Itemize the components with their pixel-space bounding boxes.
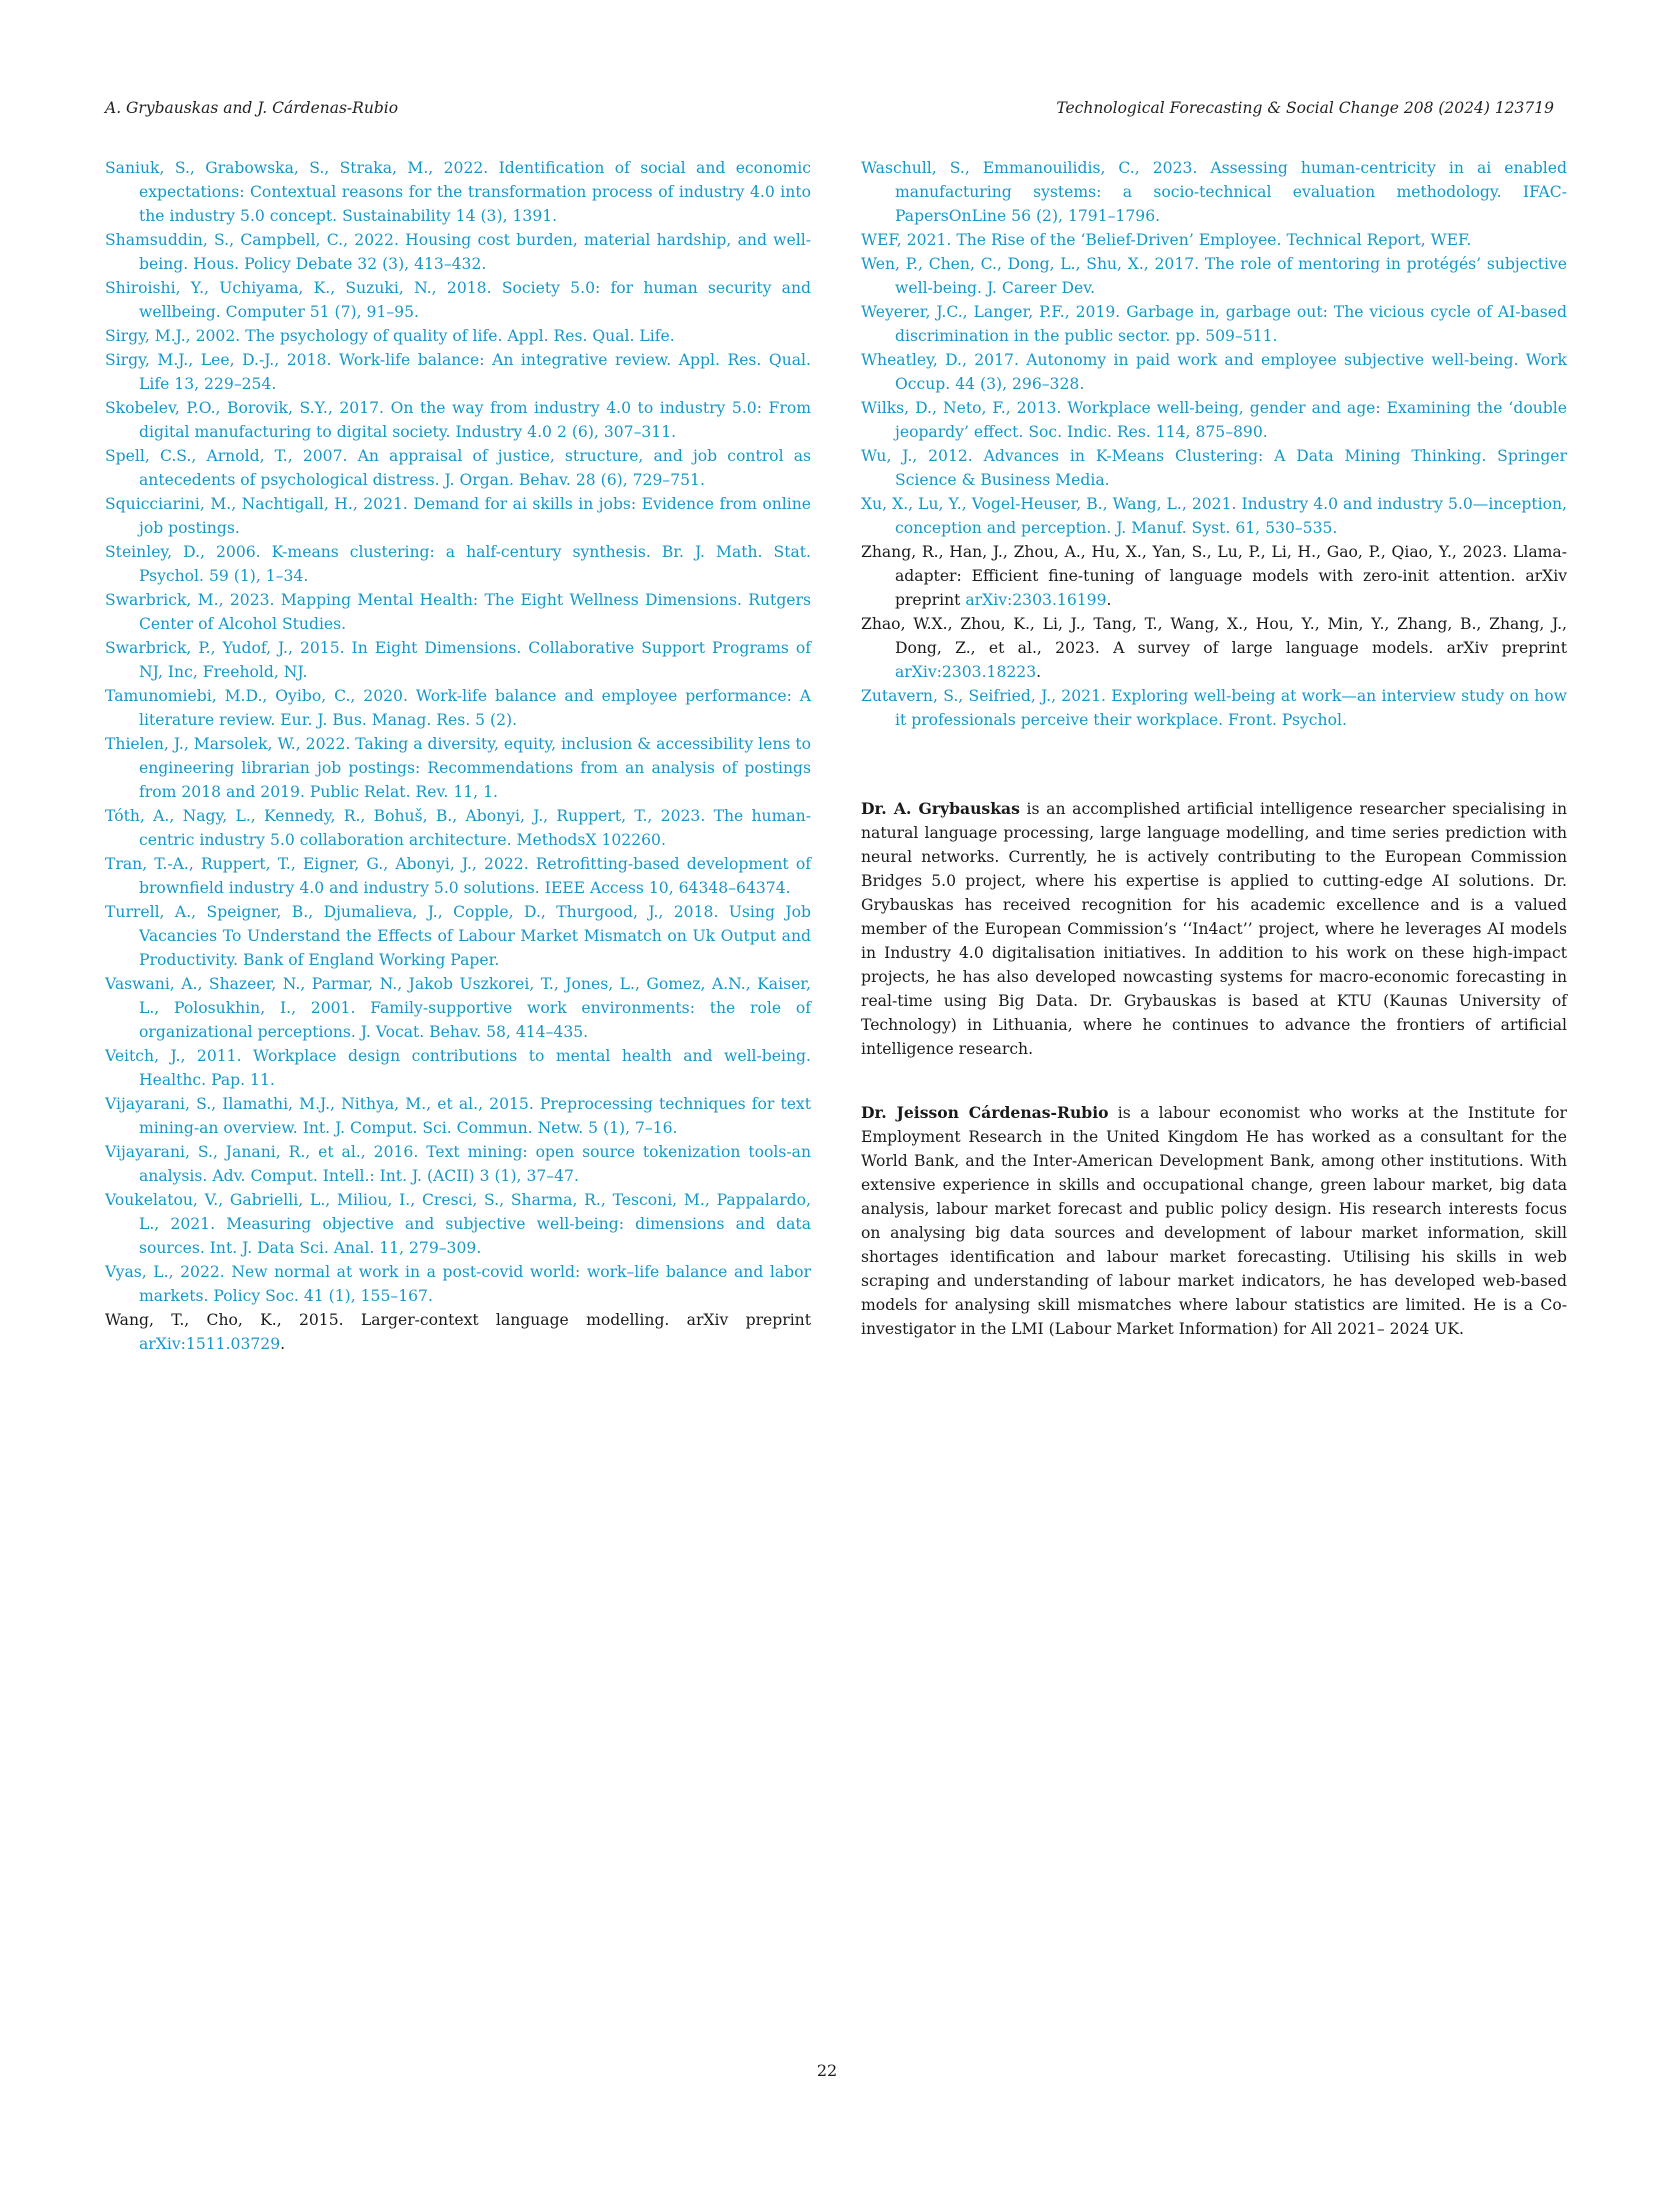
running-header [105, 98, 1554, 118]
bio-author-name: Dr. A. Grybauskas [861, 799, 1020, 818]
header-authors: A. Grybauskas and J. Cárdenas-Rubio [105, 99, 399, 117]
author-bio-grybauskas [861, 797, 1567, 1061]
reference-item[interactable]: Swarbrick, M., 2023. Mapping Mental Health: The Eight Wellness Dimensions. Rutgers Center of Alcohol Studies. [105, 591, 811, 633]
reference-item[interactable]: Sirgy, M.J., Lee, D.-J., 2018. Work-life balance: An integrative review. Appl. Res. Qual. Life 13, 229–254. [105, 351, 811, 393]
reference-item[interactable]: Shamsuddin, S., Campbell, C., 2022. Housing cost burden, material hardship, and well-being. Hous. Policy Debate 32 (3), 413–432. [105, 231, 811, 273]
references-left-column [105, 156, 811, 1356]
reference-item[interactable]: Sirgy, M.J., 2002. The psychology of quality of life. Appl. Res. Qual. Life. [105, 327, 675, 345]
reference-item[interactable]: Wilks, D., Neto, F., 2013. Workplace well-being, gender and age: Examining the ‘double jeopardy’ effect. Soc. Indic. Res. 114, 875–890. [861, 399, 1567, 441]
reference-item[interactable]: Swarbrick, P., Yudof, J., 2015. In Eight Dimensions. Collaborative Support Programs of NJ, Inc, Freehold, NJ. [105, 639, 811, 681]
reference-item[interactable]: Tran, T.-A., Ruppert, T., Eigner, G., Abonyi, J., 2022. Retrofitting-based development of brownfield industry 4.0 and industry 5.0 solutions. IEEE Access 10, 64348–64374. [105, 855, 811, 897]
reference-item[interactable]: Squicciarini, M., Nachtigall, H., 2021. Demand for ai skills in jobs: Evidence from online job postings. [105, 495, 811, 537]
reference-item[interactable]: Wen, P., Chen, C., Dong, L., Shu, X., 2017. The role of mentoring in protégés’ subjective well-being. J. Career Dev. [861, 255, 1567, 297]
header-journal: Technological Forecasting & Social Change 208 (2024) 123719 [1056, 99, 1554, 117]
reference-item[interactable]: WEF, 2021. The Rise of the ‘Belief-Driven’ Employee. Technical Report, WEF. [861, 231, 1472, 249]
references-right-column [861, 156, 1567, 732]
reference-item[interactable]: Voukelatou, V., Gabrielli, L., Miliou, I., Cresci, S., Sharma, R., Tesconi, M., Pappalardo, L., 2021. Measuring objective and subjective well-being: dimensions and data sources. Int. J. Data Sci. Anal. 11, 279–309. [105, 1191, 811, 1257]
reference-item[interactable]: Vijayarani, S., Ilamathi, M.J., Nithya, M., et al., 2015. Preprocessing techniques for text mining-an overview. Int. J. Comput. Sci. Commun. Netw. 5 (1), 7–16. [105, 1095, 811, 1137]
bio-text: is a labour economist who works at the Institute for Employment Research in the United Kingdom He has worked as a consultant for the World Bank, and the Inter-American Development Bank, among other institutions. With extensive experience in skills and occupational change, green labour market, big data analysis, labour market forecast and public policy design. His research interests focus on analysing big data sources and development of labour market information, skill shortages identification and labour market forecasting. Utilising his skills in web scraping and understanding of labour market indicators, he has developed web-based models for analysing skill mismatches where labour statistics are limited. He is a Co-investigator in the LMI (Labour Market Information) for All 2021– 2024 UK. [861, 1104, 1567, 1338]
reference-item[interactable]: Vaswani, A., Shazeer, N., Parmar, N., Jakob Uszkorei, T., Jones, L., Gomez, A.N., Kaiser, L., Polosukhin, I., 2001. Family-supportive work environments: the role of organizational perceptions. J. Vocat. Behav. 58, 414–435. [105, 975, 811, 1041]
reference-item[interactable]: Thielen, J., Marsolek, W., 2022. Taking a diversity, equity, inclusion & accessibility lens to engineering librarian job postings: Recommendations from an analysis of postings from 2018 and 2019. Public Relat. Rev. 11, 1. [105, 735, 811, 801]
reference-text: Zhang, R., Han, J., Zhou, A., Hu, X., Yan, S., Lu, P., Li, H., Gao, P., Qiao, Y., 2023. Llama-adapter: Efficient fine-tuning of language models with zero-init attention. arXiv preprint [861, 543, 1567, 609]
reference-item[interactable]: Shiroishi, Y., Uchiyama, K., Suzuki, N., 2018. Society 5.0: for human security and wellbeing. Computer 51 (7), 91–95. [105, 279, 811, 321]
reference-item[interactable]: Veitch, J., 2011. Workplace design contributions to mental health and well-being. Healthc. Pap. 11. [105, 1047, 811, 1089]
reference-item[interactable]: Xu, X., Lu, Y., Vogel-Heuser, B., Wang, L., 2021. Industry 4.0 and industry 5.0—inception, conception and perception. J. Manuf. Syst. 61, 530–535. [861, 495, 1567, 537]
reference-item[interactable]: Steinley, D., 2006. K-means clustering: a half-century synthesis. Br. J. Math. Stat. Psychol. 59 (1), 1–34. [105, 543, 811, 585]
reference-item[interactable]: Vyas, L., 2022. New normal at work in a post-covid world: work–life balance and labor markets. Policy Soc. 41 (1), 155–167. [105, 1263, 811, 1305]
arxiv-link[interactable]: arXiv:1511.03729 [139, 1335, 281, 1353]
reference-item[interactable]: Zutavern, S., Seifried, J., 2021. Exploring well-being at work—an interview study on how it professionals perceive their workplace. Front. Psychol. [861, 687, 1567, 729]
reference-item[interactable]: Saniuk, S., Grabowska, S., Straka, M., 2022. Identification of social and economic expectations: Contextual reasons for the transformation process of industry 4.0 into the industry 5.0 concept. Sustainability 14 (3), 1391. [105, 159, 811, 225]
reference-item[interactable]: Waschull, S., Emmanouilidis, C., 2023. Assessing human-centricity in ai enabled manufacturing systems: a socio-technical evaluation methodology. IFAC-PapersOnLine 56 (2), 1791–1796. [861, 159, 1567, 225]
reference-item[interactable]: Tóth, A., Nagy, L., Kennedy, R., Bohuš, B., Abonyi, J., Ruppert, T., 2023. The human-centric industry 5.0 collaboration architecture. MethodsX 102260. [105, 807, 811, 849]
reference-text: Wang, T., Cho, K., 2015. Larger-context language modelling. arXiv preprint [105, 1311, 811, 1329]
reference-item[interactable]: Wu, J., 2012. Advances in K-Means Clustering: A Data Mining Thinking. Springer Science & Business Media. [861, 447, 1567, 489]
arxiv-link[interactable]: arXiv:2303.16199 [965, 591, 1107, 609]
bio-text: is an accomplished artificial intelligence researcher specialising in natural language processing, large language modelling, and time series prediction with neural networks. Currently, he is actively contributing to the European Commission Bridges 5.0 project, where his expertise is applied to cutting-edge AI solutions. Dr. Grybauskas has received recognition for his academic excellence and is a valued member of the European Commission’s ‘‘In4act’’ project, where he leverages AI models in Industry 4.0 digitalisation initiatives. In addition to his work on these high-impact projects, he has also developed nowcasting systems for macro-economic forecasting in real-time using Big Data. Dr. Grybauskas is based at KTU (Kaunas University of Technology) in Lithuania, where he continues to advance the frontiers of artificial intelligence research. [861, 800, 1568, 1058]
reference-tail: . [280, 1335, 286, 1353]
reference-item-wang [105, 1308, 811, 1356]
reference-list-right [861, 156, 1567, 732]
reference-list-left [105, 156, 811, 1356]
reference-tail: . [1106, 591, 1112, 609]
author-bio-cardenas-rubio [861, 1101, 1567, 1341]
arxiv-link[interactable]: arXiv:2303.18223 [895, 663, 1037, 681]
reference-item[interactable]: Spell, C.S., Arnold, T., 2007. An appraisal of justice, structure, and job control as antecedents of psychological distress. J. Organ. Behav. 28 (6), 729–751. [105, 447, 811, 489]
reference-item-zhao [861, 612, 1567, 684]
reference-tail: . [1036, 663, 1042, 681]
reference-item[interactable]: Wheatley, D., 2017. Autonomy in paid work and employee subjective well-being. Work Occup. 44 (3), 296–328. [861, 351, 1567, 393]
reference-item[interactable]: Weyerer, J.C., Langer, P.F., 2019. Garbage in, garbage out: The vicious cycle of AI-based discrimination in the public sector. pp. 509–511. [861, 303, 1567, 345]
reference-item[interactable]: Skobelev, P.O., Borovik, S.Y., 2017. On the way from industry 4.0 to industry 5.0: From digital manufacturing to digital society. Industry 4.0 2 (6), 307–311. [105, 399, 811, 441]
reference-item[interactable]: Turrell, A., Speigner, B., Djumalieva, J., Copple, D., Thurgood, J., 2018. Using Job Vacancies To Understand the Effects of Labour Market Mismatch on Uk Output and Productivity. Bank of England Working Paper. [105, 903, 811, 969]
reference-item-zhang [861, 540, 1567, 612]
reference-item[interactable]: Tamunomiebi, M.D., Oyibo, C., 2020. Work-life balance and employee performance: A literature review. Eur. J. Bus. Manag. Res. 5 (2). [105, 687, 811, 729]
reference-item[interactable]: Vijayarani, S., Janani, R., et al., 2016. Text mining: open source tokenization tools-an analysis. Adv. Comput. Intell.: Int. J. (ACII) 3 (1), 37–47. [105, 1143, 811, 1185]
page-number: 22 [816, 2061, 838, 2080]
reference-text: Zhao, W.X., Zhou, K., Li, J., Tang, T., Wang, X., Hou, Y., Min, Y., Zhang, B., Zhang, J., Dong, Z., et al., 2023. A survey of large language models. arXiv preprint [861, 615, 1567, 657]
bio-author-name: Dr. Jeisson Cárdenas-Rubio [861, 1103, 1109, 1122]
